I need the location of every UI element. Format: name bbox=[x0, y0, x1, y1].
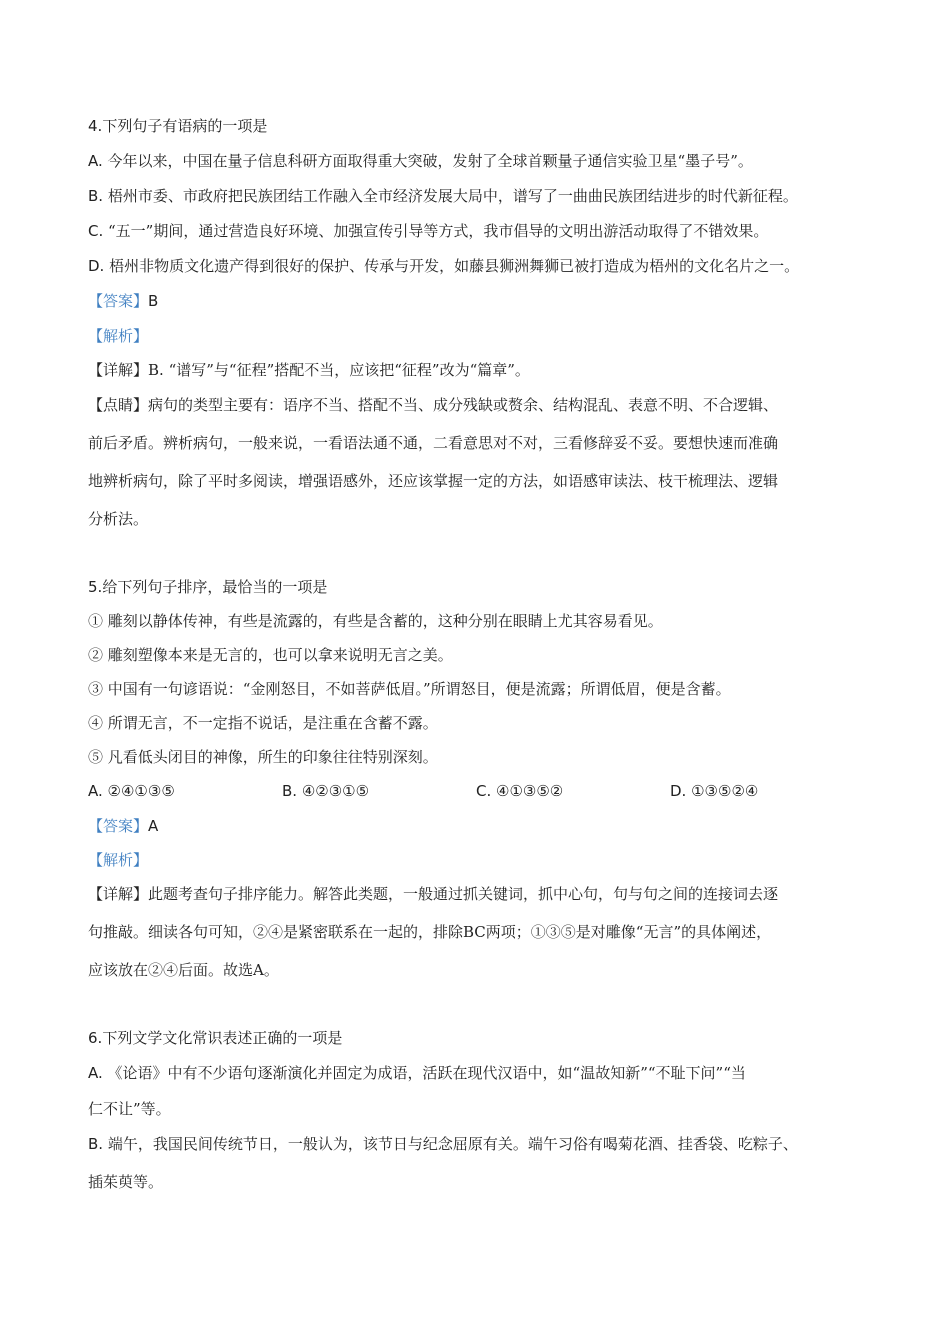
q5-stem-text: 给下列句子排序，最恰当的一项是 bbox=[102, 578, 328, 596]
option-text: ④②③①⑤ bbox=[297, 782, 370, 800]
option-label: A. bbox=[88, 782, 103, 800]
q5-option-b bbox=[282, 779, 369, 803]
option-text: 端午，我国民间传统节日，一般认为，该节日与纪念屈原有关。端午习俗有喝菊花酒、挂香袋、吃粽子、 bbox=[103, 1135, 798, 1153]
option-text: 梧州非物质文化遗产得到很好的保护、传承与开发，如藤县狮洲舞狮已被打造成为梧州的文化名片之一。 bbox=[104, 257, 800, 275]
option-label: B. bbox=[88, 187, 104, 205]
q5-detail-line-3: 应该放在②④后面。故选A。 bbox=[88, 961, 279, 979]
q5-option-a bbox=[88, 779, 175, 803]
option-label: C. bbox=[88, 222, 104, 240]
q5-sentence-5: ⑤ 凡看低头闭目的神像，所生的印象往往特别深刻。 bbox=[88, 748, 438, 766]
q4-analysis-tag bbox=[88, 324, 880, 348]
q5-option-d bbox=[670, 779, 758, 803]
option-text: ①③⑤②④ bbox=[686, 782, 759, 800]
option-label: D. bbox=[670, 782, 687, 800]
detail-tag: 【详解】 bbox=[88, 885, 149, 903]
q4-tip-line-2: 前后矛盾。辨析病句，一般来说，一看语法通不通，二看意思对不对，三看修辞妥不妥。要想快速而准确 bbox=[88, 434, 779, 452]
q5-sentence-3: ③ 中国有一句谚语说：“金刚怒目，不如菩萨低眉。”所谓怒目，便是流露；所谓低眉，便是含蓄。 bbox=[88, 680, 731, 698]
q4-option-d bbox=[88, 254, 880, 278]
option-label: B. bbox=[282, 782, 298, 800]
q4-option-b bbox=[88, 184, 880, 208]
option-label: B. bbox=[88, 1135, 104, 1153]
detail-text: 此题考查句子排序能力。解答此类题，一般通过抓关键词，抓中心句，句与句之间的连接词去逐 bbox=[148, 885, 779, 903]
q4-tip-line-4: 分析法。 bbox=[88, 510, 149, 528]
q5-sentence-2: ② 雕刻塑像本来是无言的，也可以拿来说明无言之美。 bbox=[88, 646, 453, 664]
q5-option-c bbox=[476, 779, 563, 803]
tip-text: 病句的类型主要有：语序不当、搭配不当、成分残缺或赘余、结构混乱、表意不明、不合逻辑、 bbox=[148, 396, 779, 414]
detail-text: B. “谱写”与“征程”搭配不当，应该把“征程”改为“篇章”。 bbox=[148, 361, 530, 379]
q6-option-a-line-1 bbox=[88, 1061, 880, 1085]
q6-stem bbox=[88, 1026, 880, 1050]
q4-tip-line-3: 地辨析病句，除了平时多阅读，增强语感外，还应该掌握一定的方法，如语感审读法、枝干梳理法、逻辑 bbox=[88, 472, 779, 490]
q6-number: 6. bbox=[88, 1029, 103, 1047]
answer-value: B bbox=[148, 292, 159, 310]
option-label: D. bbox=[88, 257, 105, 275]
q5-number: 5. bbox=[88, 578, 103, 596]
q5-sentence-1: ① 雕刻以静体传神，有些是流露的，有些是含蓄的，这种分别在眼睛上尤其容易看见。 bbox=[88, 612, 663, 630]
q6-stem-text: 下列文学文化常识表述正确的一项是 bbox=[102, 1029, 343, 1047]
q4-option-c bbox=[88, 219, 880, 243]
analysis-tag: 【解析】 bbox=[88, 327, 149, 345]
q5-detail-line-2: 句推敲。细读各句可知，②④是紧密联系在一起的，排除BC两项；①③⑤是对雕像“无言”的具体阐述， bbox=[88, 923, 772, 941]
option-label: C. bbox=[476, 782, 492, 800]
detail-tag: 【详解】 bbox=[88, 361, 149, 379]
answer-tag: 【答案】 bbox=[88, 817, 149, 835]
option-text: ④①③⑤② bbox=[491, 782, 564, 800]
q4-tip-line-1 bbox=[88, 393, 880, 417]
answer-tag: 【答案】 bbox=[88, 292, 149, 310]
q5-answer bbox=[88, 814, 880, 838]
option-text: 今年以来，中国在量子信息科研方面取得重大突破，发射了全球首颗量子通信实验卫星“墨子号”。 bbox=[102, 152, 753, 170]
option-text: 《论语》中有不少语句逐渐演化并固定为成语，活跃在现代汉语中，如“温故知新”“不耻下问”“当 bbox=[102, 1064, 746, 1082]
q4-stem bbox=[88, 114, 880, 138]
option-text: “五一”期间，通过营造良好环境、加强宣传引导等方式，我市倡导的文明出游活动取得了不错效果。 bbox=[103, 222, 769, 240]
answer-value: A bbox=[148, 817, 159, 835]
q4-option-a bbox=[88, 149, 880, 173]
analysis-tag: 【解析】 bbox=[88, 851, 149, 869]
q4-number: 4. bbox=[88, 117, 103, 135]
option-label: A. bbox=[88, 1064, 103, 1082]
q5-stem bbox=[88, 575, 880, 599]
q5-sentence-4: ④ 所谓无言，不一定指不说话，是注重在含蓄不露。 bbox=[88, 714, 438, 732]
q6-option-b-line-2: 插茱萸等。 bbox=[88, 1173, 164, 1191]
q4-detail bbox=[88, 358, 880, 382]
q6-option-a-line-2: 仁不让”等。 bbox=[88, 1100, 171, 1118]
q5-analysis-tag bbox=[88, 848, 880, 872]
q5-detail-line-1 bbox=[88, 882, 880, 906]
option-text: ②④①③⑤ bbox=[102, 782, 175, 800]
option-text: 梧州市委、市政府把民族团结工作融入全市经济发展大局中，谱写了一曲曲民族团结进步的时代新征程。 bbox=[103, 187, 798, 205]
q4-stem-text: 下列句子有语病的一项是 bbox=[102, 117, 268, 135]
q6-option-b-line-1 bbox=[88, 1132, 880, 1156]
tip-tag: 【点睛】 bbox=[88, 396, 149, 414]
q4-answer bbox=[88, 289, 880, 313]
option-label: A. bbox=[88, 152, 103, 170]
